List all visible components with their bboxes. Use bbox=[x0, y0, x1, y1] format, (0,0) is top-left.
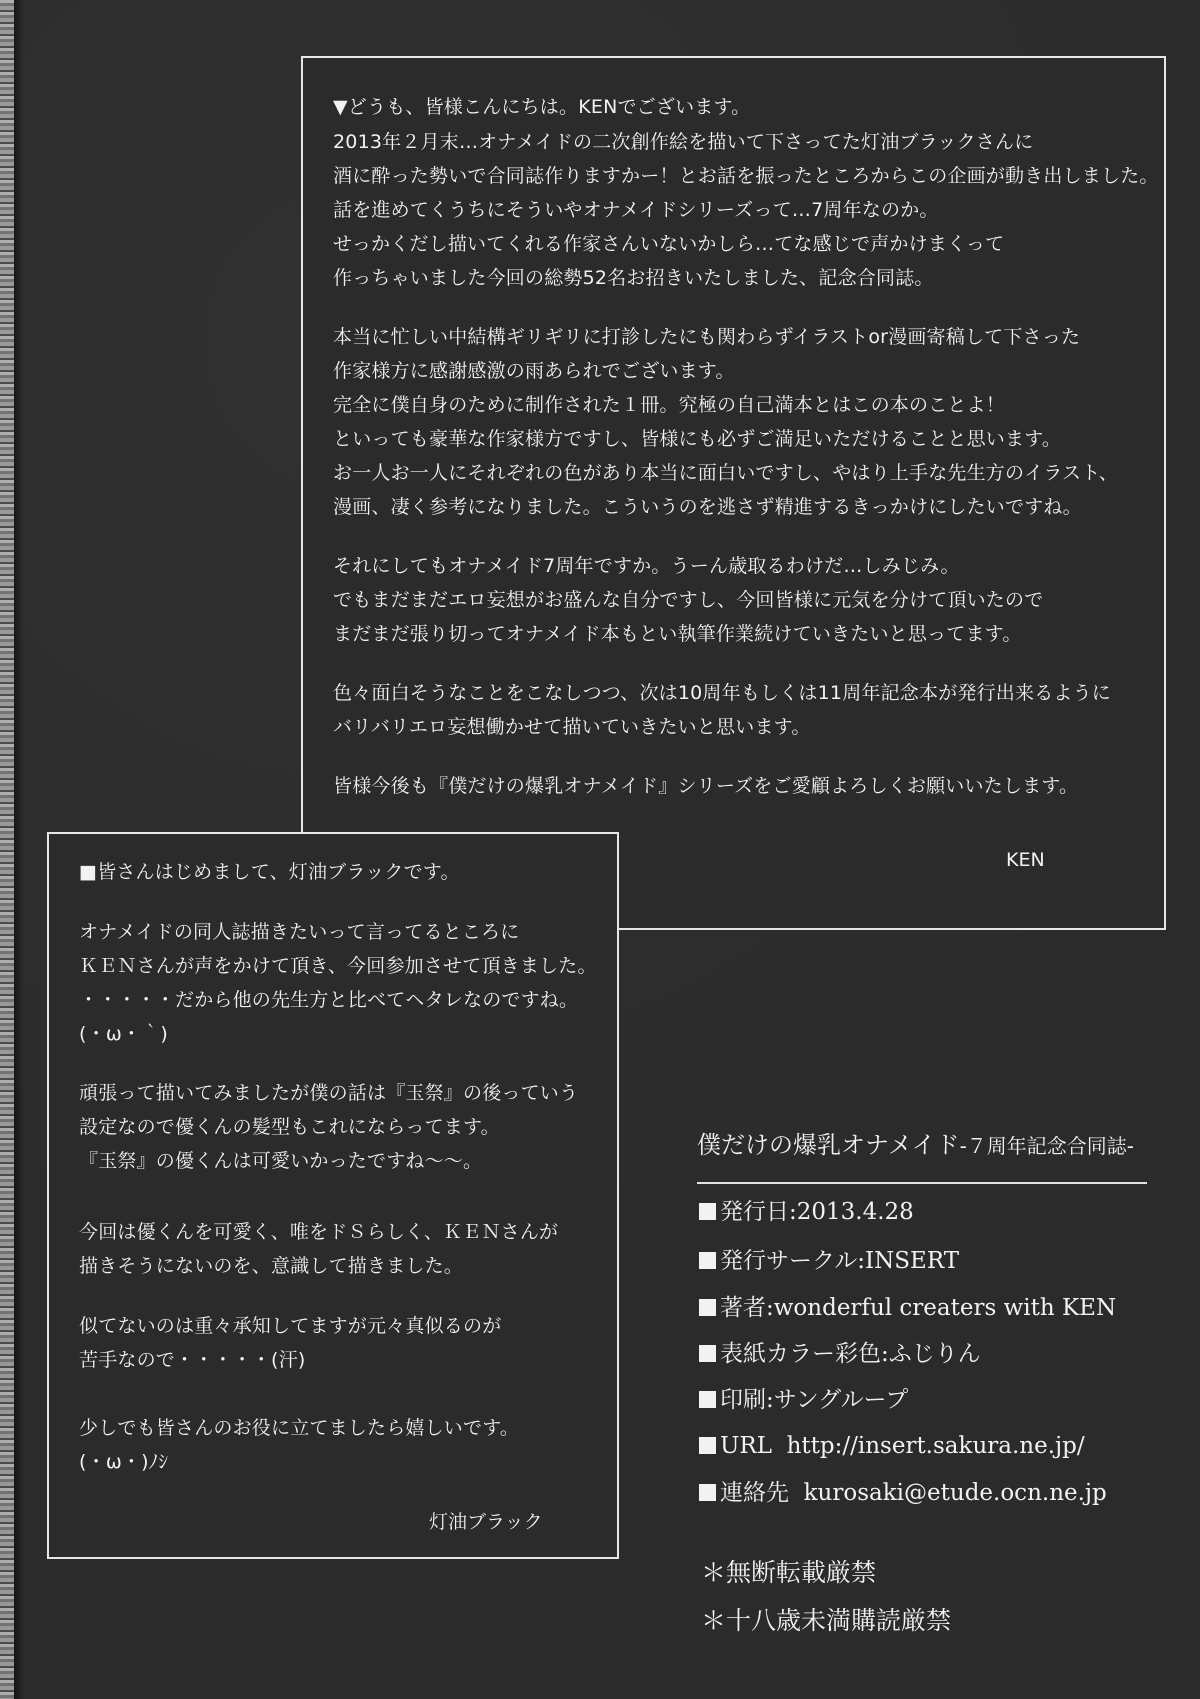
ken-line: 酒に酔った勢いで合同誌作りますかー！とお話を振ったところからこの企画が動き出しました。 bbox=[333, 165, 1159, 187]
ken-line: 皆様今後も『僕だけの爆乳オナメイド』シリーズをご愛顧よろしくお願いいたします。 bbox=[333, 775, 1079, 797]
ken-line: 2013年２月末…オナメイドの二次創作絵を描いて下さってた灯油ブラックさんに bbox=[333, 131, 1034, 153]
square-bullet-icon bbox=[699, 1345, 716, 1362]
ken-line: まだまだ張り切ってオナメイド本もとい執筆作業続けていきたいと思ってます。 bbox=[333, 623, 1022, 645]
square-bullet-icon bbox=[699, 1203, 716, 1220]
toyu-line: 苦手なので・・・・・(汗) bbox=[79, 1349, 306, 1371]
toyu-line: 『玉祭』の優くんは可愛いかったですね～～。 bbox=[79, 1150, 483, 1172]
square-bullet-icon bbox=[699, 1252, 716, 1269]
ken-line: 作家様方に感謝感激の雨あられでございます。 bbox=[333, 360, 735, 382]
ken-line: お一人お一人にそれぞれの色があり本当に面白いですし、やはり上手な先生方のイラスト、 bbox=[333, 462, 1118, 484]
square-bullet-icon bbox=[699, 1437, 716, 1454]
colophon-item-contact: 連絡先 kurosaki@etude.ocn.ne.jp bbox=[699, 1479, 1107, 1507]
ken-line: 本当に忙しい中結構ギリギリに打診したにも関わらずイラストor漫画寄稿して下さった bbox=[333, 326, 1081, 348]
square-bullet-icon bbox=[699, 1484, 716, 1501]
ken-line: といっても豪華な作家様方ですし、皆様にも必ずご満足いただけることと思います。 bbox=[333, 428, 1062, 450]
square-bullet-icon bbox=[699, 1299, 716, 1316]
square-bullet-icon bbox=[699, 1391, 716, 1408]
toyu-line: 設定なので優くんの髪型もこれにならってます。 bbox=[79, 1116, 500, 1138]
toyu-line: オナメイドの同人誌描きたいって言ってるところに bbox=[79, 921, 520, 943]
toyu-afterword-box bbox=[47, 832, 619, 1559]
toyu-line: 今回は優くんを可愛く、唯をドＳらしく、ＫＥＮさんが bbox=[79, 1221, 559, 1243]
ken-line: せっかくだし描いてくれる作家さんいないかしら…てな感じで声かけまくって bbox=[333, 233, 1005, 255]
notice-no-reproduction: ＊無断転載厳禁 bbox=[701, 1558, 877, 1587]
toyu-line: ■皆さんはじめまして、灯油ブラックです。 bbox=[79, 861, 460, 883]
ken-line: それにしてもオナメイド7周年ですか。うーん歳取るわけだ…しみじみ。 bbox=[333, 555, 960, 577]
ken-afterword-box bbox=[301, 56, 1166, 930]
ken-line: 話を進めてくうちにそういやオナメイドシリーズって…7周年なのか。 bbox=[333, 199, 939, 221]
ken-line: でもまだまだエロ妄想がお盛んな自分ですし、今回皆様に元気を分けて頂いたので bbox=[333, 589, 1044, 611]
toyu-line: ・・・・・だから他の先生方と比べてヘタレなのですね。 bbox=[79, 989, 579, 1011]
ken-line: 作っちゃいました今回の総勢52名お招きいたしました、記念合同誌。 bbox=[333, 267, 934, 289]
binding-edge bbox=[0, 0, 14, 1699]
toyu-line: ＫＥＮさんが声をかけて頂き、今回参加させて頂きました。 bbox=[79, 955, 597, 977]
book-subtitle: -７周年記念合同誌- bbox=[959, 1134, 1134, 1158]
colophon-item-date: 発行日:2013.4.28 bbox=[699, 1198, 914, 1226]
toyu-line: 似てないのは重々承知してますが元々真似るのが bbox=[79, 1315, 502, 1337]
toyu-line: 頑張って描いてみましたが僕の話は『玉祭』の後っていう bbox=[79, 1082, 579, 1104]
colophon-item-cover-color: 表紙カラー彩色:ふじりん bbox=[699, 1340, 981, 1368]
colophon-item-printer: 印刷:サングループ bbox=[699, 1386, 908, 1414]
colophon-divider bbox=[697, 1182, 1147, 1184]
colophon-item-author: 著者:wonderful creaters with KEN bbox=[699, 1294, 1116, 1322]
toyu-signature: 灯油ブラック bbox=[429, 1511, 543, 1533]
toyu-line: 少しでも皆さんのお役に立てましたら嬉しいです。 bbox=[79, 1417, 520, 1439]
notice-adults-only: ＊十八歳未満購読厳禁 bbox=[701, 1606, 952, 1635]
ken-line: バリバリエロ妄想働かせて描いていきたいと思います。 bbox=[333, 716, 811, 738]
ken-signature: KEN bbox=[1006, 849, 1045, 871]
colophon-item-url: URL http://insert.sakura.ne.jp/ bbox=[699, 1432, 1085, 1460]
ken-line: 色々面白そうなことをこなしつつ、次は10周年もしくは11周年記念本が発行出来るように bbox=[333, 682, 1111, 704]
ken-line: ▼どうも、皆様こんにちは。KENでございます。 bbox=[333, 96, 751, 118]
colophon-title bbox=[697, 1131, 1134, 1160]
toyu-line: 描きそうにないのを、意識して描きました。 bbox=[79, 1255, 464, 1277]
book-title: 僕だけの爆乳オナメイド bbox=[697, 1131, 960, 1159]
ken-line: 漫画、凄く参考になりました。こういうのを逃さず精進するきっかけにしたいですね。 bbox=[333, 496, 1082, 518]
binding-shadow bbox=[14, 0, 24, 1699]
toyu-line: (・ω・)ﾉｼ bbox=[79, 1451, 169, 1473]
ken-line: 完全に僕自身のために制作された１冊。究極の自己満本とはこの本のことよ！ bbox=[333, 394, 1006, 416]
toyu-line: (・ω・｀) bbox=[79, 1023, 168, 1045]
colophon-item-circle: 発行サークル:INSERT bbox=[699, 1247, 959, 1275]
